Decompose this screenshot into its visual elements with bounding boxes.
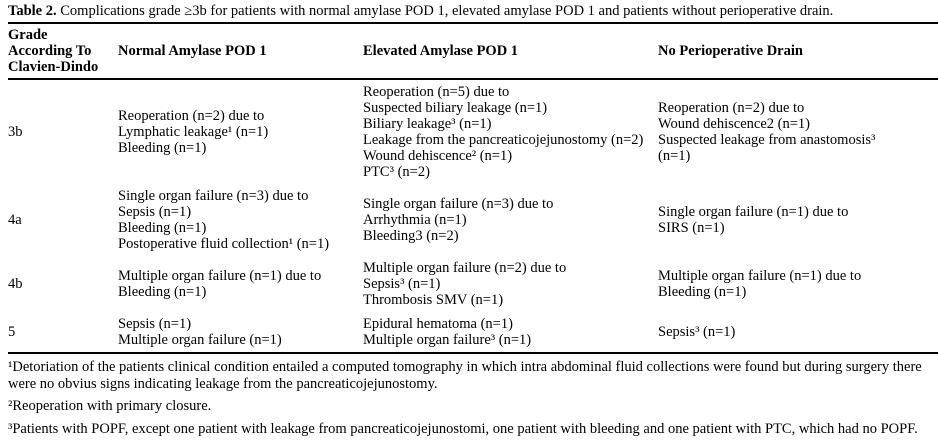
cell-line: Sepsis (n=1) — [118, 204, 192, 220]
cell-line: Biliary leakage³ (n=1) — [363, 116, 492, 132]
header-no-drain: No Perioperative Drain — [658, 23, 938, 79]
cell-line: Sepsis³ (n=1) — [363, 276, 441, 292]
cell-line: Single organ failure (n=3) due to — [118, 188, 309, 204]
normal-amylase-cell — [118, 256, 363, 312]
normal-amylase-cell — [118, 79, 363, 184]
table-row — [8, 79, 938, 184]
elevated-amylase-cell — [363, 256, 658, 312]
cell-line: Leakage from the pancreaticojejunostomy (n=2) — [363, 132, 644, 148]
cell-line: Single organ failure (n=3) due to — [363, 196, 554, 212]
no-drain-cell — [658, 79, 938, 184]
cell-line: Reoperation (n=5) due to — [363, 84, 510, 100]
cell-line: Bleeding (n=1) — [118, 284, 207, 300]
table-body — [8, 79, 938, 353]
cell-line: Reoperation (n=2) due to — [118, 108, 265, 124]
cell-line: Suspected biliary leakage (n=1) — [363, 100, 548, 116]
cell-line: Bleeding (n=1) — [118, 140, 207, 156]
cell-line: Wound dehiscence2 (n=1) — [658, 116, 810, 132]
cell-line: Arrhythmia (n=1) — [363, 212, 467, 228]
no-drain-cell — [658, 312, 938, 353]
cell-line: Wound dehiscence² (n=1) — [363, 148, 513, 164]
cell-line: Epidural hematoma (n=1) — [363, 316, 513, 332]
grade-cell: 4a — [8, 212, 22, 228]
cell-line: Multiple organ failure³ (n=1) — [363, 332, 532, 348]
table-title — [8, 3, 930, 20]
footnote: ²Reoperation with primary closure. — [8, 398, 212, 414]
elevated-amylase-cell — [363, 79, 658, 184]
cell-line: Multiple organ failure (n=1) due to — [658, 268, 862, 284]
table-title-text: Complications grade ≥3b for patients with normal amylase POD 1, elevated amylase POD 1 and patients without perioperative drain. — [56, 3, 834, 19]
grade-cell: 4b — [8, 276, 23, 292]
table-title-label: Table 2. — [8, 3, 57, 19]
table-header-row — [8, 23, 938, 79]
cell-line: Sepsis³ (n=1) — [658, 324, 736, 340]
footnote: ³Patients with POPF, except one patient with leakage from pancreaticojejunostomi, one patient with bleeding and one patient with PTC, which had no POPF. — [8, 420, 918, 437]
cell-line: Reoperation (n=2) due to — [658, 100, 805, 116]
footnote: ¹Detoriation of the patients clinical condition entailed a computed tomography in which intra abdominal fluid collections were found but during surgery there were no obvius signs indicating leakage from the pancreaticojejunostomy. — [8, 359, 922, 392]
cell-line: Postoperative fluid collection¹ (n=1) — [118, 236, 330, 252]
cell-line: Single organ failure (n=1) due to — [658, 204, 849, 220]
table-row — [8, 256, 938, 312]
grade-cell: 5 — [8, 324, 16, 340]
normal-amylase-cell — [118, 184, 363, 256]
cell-line: Lymphatic leakage¹ (n=1) — [118, 124, 269, 140]
normal-amylase-cell — [118, 312, 363, 353]
no-drain-cell — [658, 184, 938, 256]
header-elevated-amylase: Elevated Amylase POD 1 — [363, 23, 658, 79]
footnotes — [8, 359, 930, 437]
cell-line: Multiple organ failure (n=1) due to — [118, 268, 322, 284]
cell-line: Multiple organ failure (n=1) — [118, 332, 282, 348]
cell-line: Suspected leakage from anastomosis³ (n=1) — [658, 132, 876, 164]
cell-line: Multiple organ failure (n=2) due to — [363, 260, 567, 276]
table-row — [8, 184, 938, 256]
complications-table — [8, 22, 938, 354]
cell-line: SIRS (n=1) — [658, 220, 725, 236]
header-normal-amylase: Normal Amylase POD 1 — [118, 23, 363, 79]
cell-line: Bleeding (n=1) — [658, 284, 747, 300]
grade-cell: 3b — [8, 124, 23, 140]
cell-line: Thrombosis SMV (n=1) — [363, 292, 504, 308]
cell-line: Bleeding3 (n=2) — [363, 228, 459, 244]
table-row — [8, 312, 938, 353]
elevated-amylase-cell — [363, 312, 658, 353]
header-grade: Grade According To Clavien-Dindo — [8, 23, 118, 79]
cell-line: PTC³ (n=2) — [363, 164, 430, 180]
cell-line: Bleeding (n=1) — [118, 220, 207, 236]
no-drain-cell — [658, 256, 938, 312]
cell-line: Sepsis (n=1) — [118, 316, 192, 332]
elevated-amylase-cell — [363, 184, 658, 256]
